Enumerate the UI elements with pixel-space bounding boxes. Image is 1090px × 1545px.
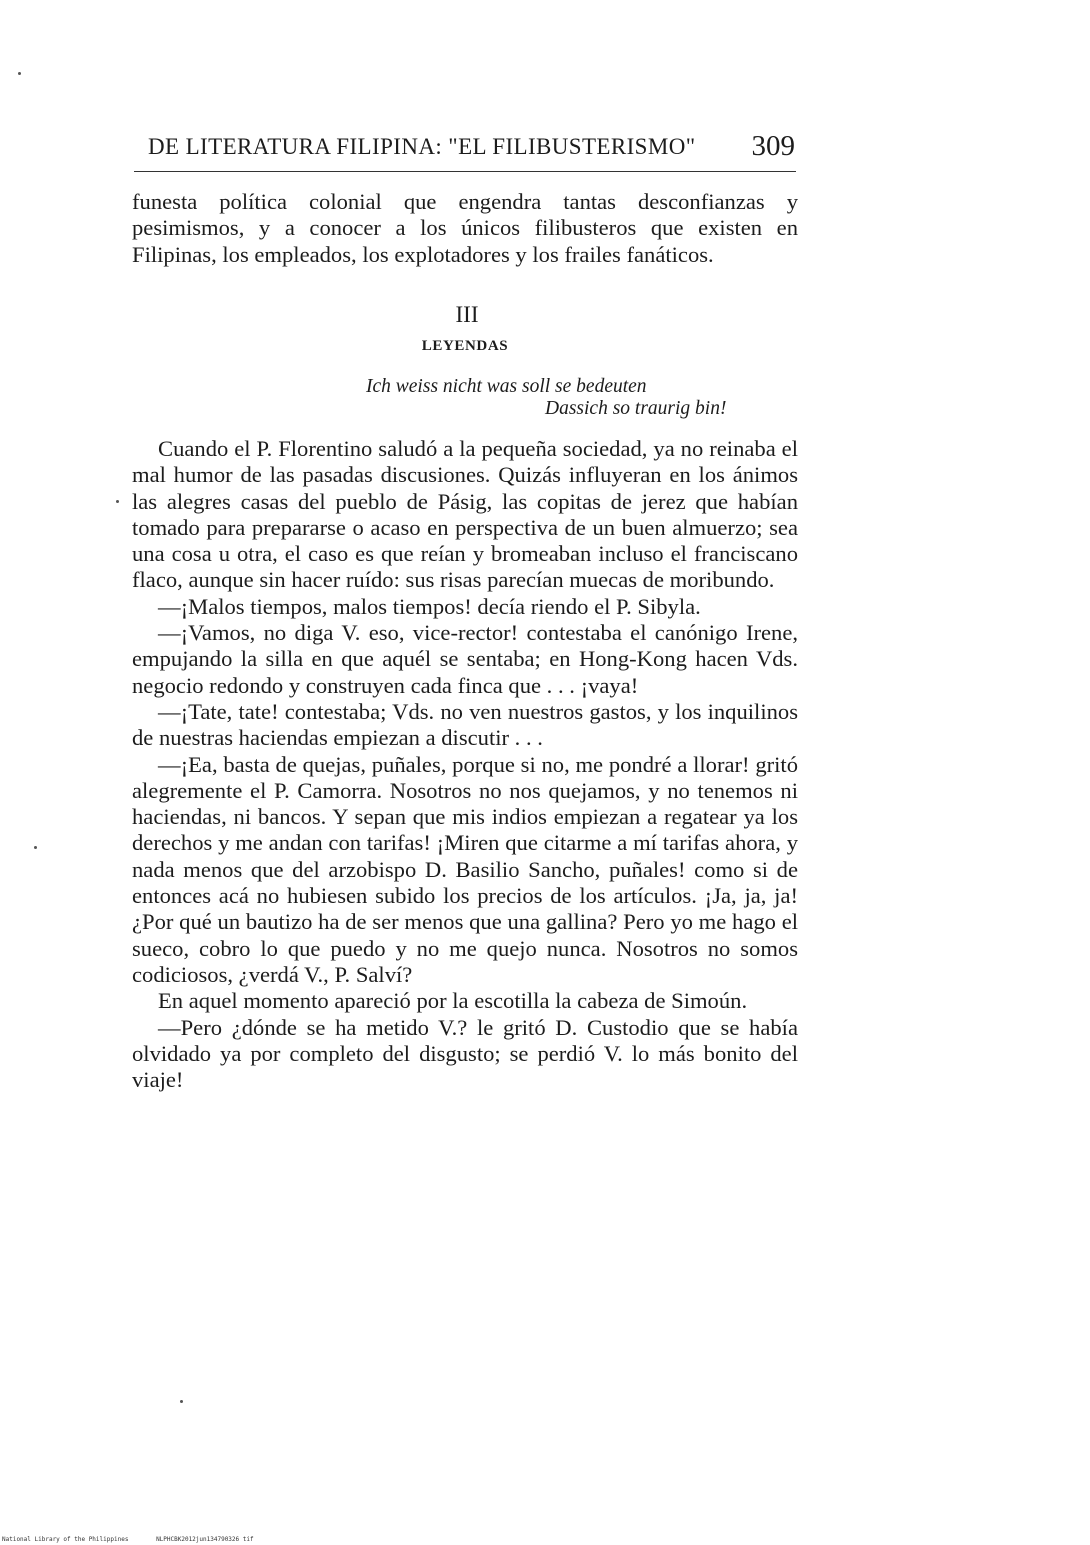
paragraph: En aquel momento apareció por la escotilla la cabeza de Simoún. (158, 988, 748, 1014)
paragraph: —¡Tate, tate! contestaba; Vds. no ven nuestros gastos, y los inquilinos de nuestras haciendas empiezan a discutir . . . (132, 698, 798, 751)
paragraph: —¡Malos tiempos, malos tiempos! decía riendo el P. Sibyla. (158, 593, 701, 619)
page-number: 309 (751, 130, 795, 162)
scan-speck (34, 846, 37, 849)
intro-text (132, 189, 798, 268)
header-rule (134, 171, 796, 172)
paragraph: —¡Ea, basta de quejas, puñales, porque si no, me pondré a llorar! gritó alegremente el P. Camorra. Nosotros no nos quejamos, y no tenemos ni haciendas, ni bancos. Y sepan que mis indios empiezan a regatear ya los derechos y me andan con tarifas! ¡Miren que citarme a mí tarifas ahora, y nada menos que del arzobispo D. Basilio Sancho, puñales! como si de entonces acá no hubiesen subido los precios de los artículos. ¡Ja, ja, ja! ¿Por qué un bautizo ha de ser menos que una gallina? Pero yo me hago el sueco, cobro lo que puedo y no me quejo nunca. Nosotros no somos codiciosos, ¿verdá V., P. Salví? (132, 751, 798, 987)
scan-speck (116, 500, 119, 503)
running-head: DE LITERATURA FILIPINA: "EL FILIBUSTERISMO" (148, 134, 696, 159)
footer-library: National Library of the Philippines (2, 1536, 129, 1543)
intro-paragraph: funesta política colonial que engendra tantas desconfianzas y pesimismos, y a conocer a los únicos filibusteros que existen en Filipinas, los empleados, los explotadores y los frailes fanáticos. (132, 189, 798, 267)
paragraph: Cuando el P. Florentino saludó a la pequeña sociedad, ya no reinaba el mal humor de las pasadas discusiones. Quizás influyeran en los ánimos las alegres casas del pueblo de Pásig, las copitas de jerez que habían tomado para prepararse o acaso en perspectiva de un buen almuerzo; sea una cosa u otra, el caso es que reían y bromeaban incluso el franciscano flaco, aunque sin hacer ruído: sus risas parecían muecas de moribundo. (132, 436, 798, 593)
scan-speck (180, 1400, 183, 1403)
scan-speck (18, 72, 21, 75)
epigraph-line-2: Dassich so traurig bin! (545, 398, 727, 419)
paragraph: —¡Vamos, no diga V. eso, vice-rector! contestaba el canónigo Irene, empujando la silla en que aquél se sentaba; en Hong-Kong hacen Vds. negocio redondo y construyen cada finca que . . . ¡vaya! (132, 620, 798, 698)
paragraph: —Pero ¿dónde se ha metido V.? le gritó D. Custodio que se había olvidado ya por completo del disgusto; se perdió V. lo más bonito del viaje! (132, 1014, 798, 1093)
epigraph-line-1: Ich weiss nicht was soll se bedeuten (366, 376, 647, 397)
main-text (132, 436, 798, 1093)
footer-identifier: NLPHCBK2012jun134790326 tif (156, 1536, 254, 1543)
section-number: III (455, 302, 479, 327)
section-title: LEYENDAS (421, 338, 509, 354)
scan-footer (2, 1536, 278, 1543)
